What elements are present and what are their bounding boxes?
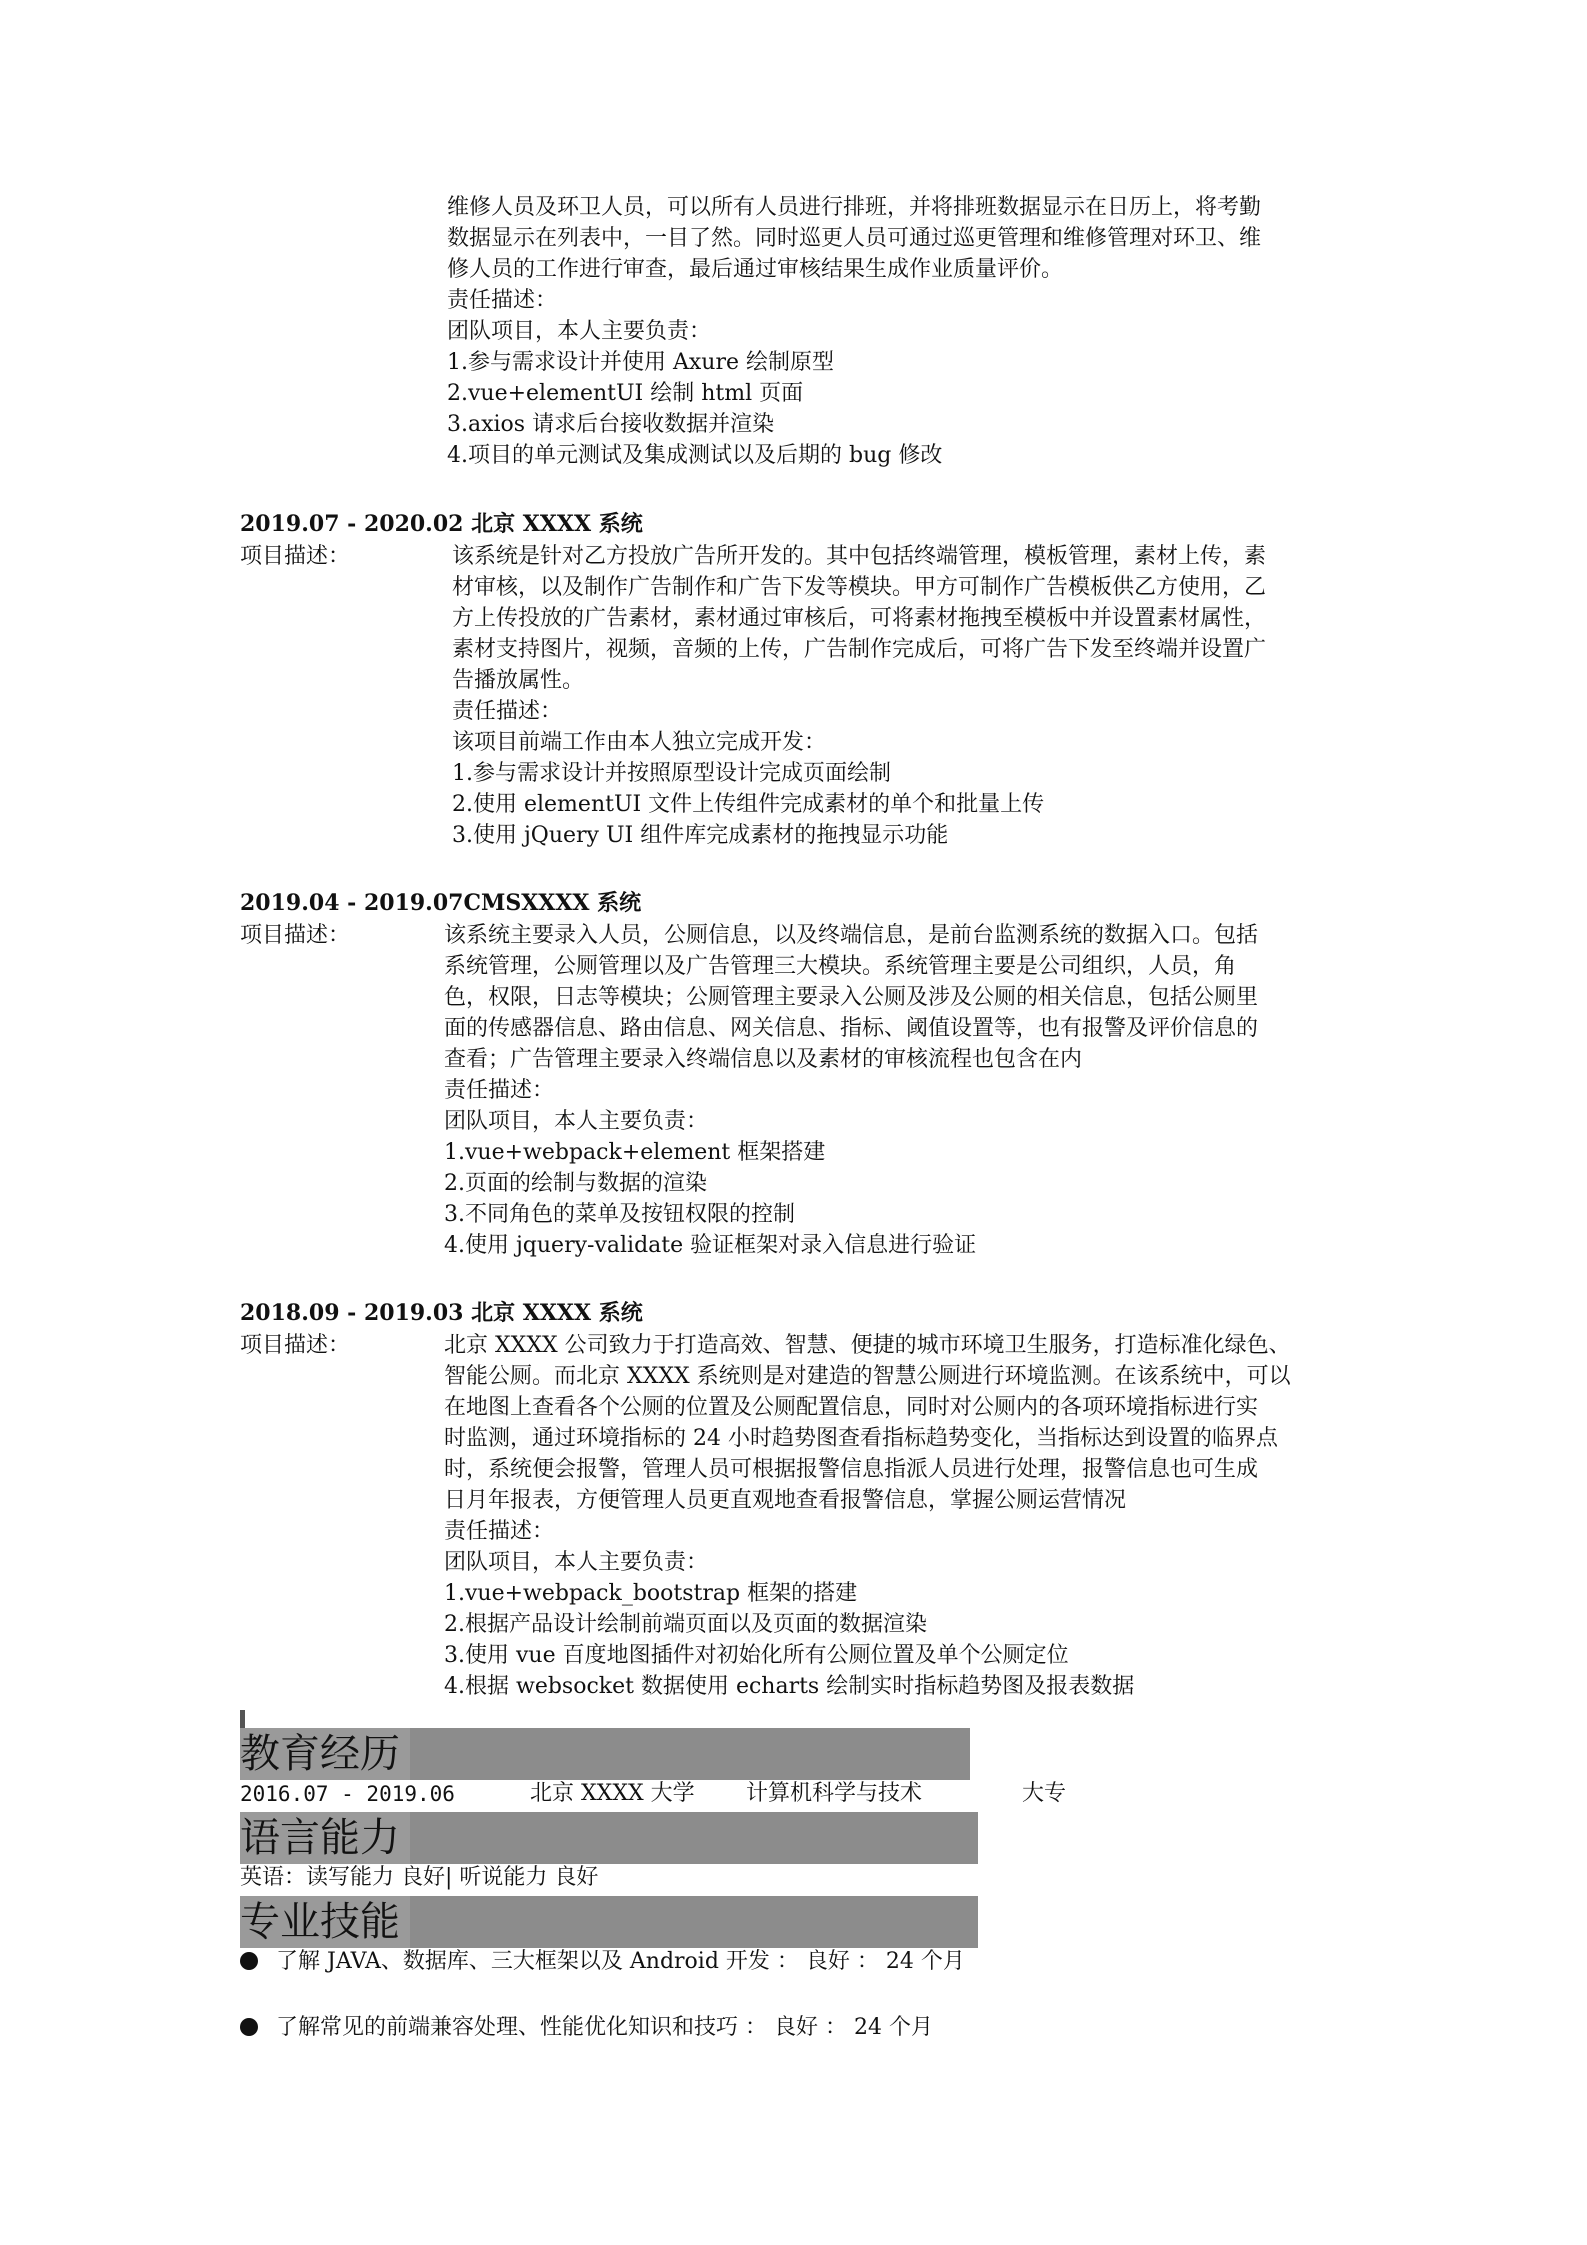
project-line: 2.根据产品设计绘制前端页面以及页面的数据渲染	[444, 1612, 927, 1637]
education-school: 北京 XXXX 大学	[530, 1781, 695, 1806]
project-line: 系统管理，公厕管理以及广告管理三大模块。系统管理主要是公司组织，人员，角	[444, 954, 1237, 979]
intro-line: 团队项目，本人主要负责：	[447, 319, 712, 344]
project-line: 色，权限，日志等模块；公厕管理主要录入公厕及涉及公厕的相关信息，包括公厕里	[444, 985, 1259, 1010]
project-3-title	[240, 1297, 643, 1329]
project-line: 日月年报表，方便管理人员更直观地查看报警信息，掌握公厕运营情况	[444, 1488, 1127, 1513]
project-line: 智能公厕。而北京 XXXX 系统则是对建造的智慧公厕进行环境监测。在该系统中，可以	[444, 1364, 1291, 1389]
intro-line: 2.vue+elementUI 绘制 html 页面	[447, 381, 804, 406]
skills-heading: 专业技能	[240, 1896, 410, 1948]
intro-line: 3.axios 请求后台接收数据并渲染	[447, 412, 775, 437]
project-2-body	[444, 920, 1258, 1261]
intro-line: 数据显示在列表中，一目了然。同时巡更人员可通过巡更管理和维修管理对环卫、维	[447, 226, 1262, 251]
project-line: 查看；广告管理主要录入终端信息以及素材的审核流程也包含在内	[444, 1047, 1083, 1072]
education-major: 计算机科学与技术	[746, 1781, 923, 1806]
education-heading: 教育经历	[240, 1728, 410, 1780]
bullet-icon	[240, 1952, 258, 1970]
project-line: 2.使用 elementUI 文件上传组件完成素材的单个和批量上传	[452, 792, 1045, 817]
education-period: 2016.07 - 2019.06	[240, 1782, 455, 1806]
skill-text: 了解常见的前端兼容处理、性能优化知识和技巧 ： 良好 ： 24 个月	[276, 2015, 933, 2040]
intro-line: 1.参与需求设计并使用 Axure 绘制原型	[447, 350, 834, 375]
project-3-body	[444, 1330, 1291, 1702]
project-line: 1.vue+webpack_bootstrap 框架的搭建	[444, 1581, 858, 1606]
skill-item	[240, 2013, 933, 2043]
project-1-title	[240, 508, 643, 540]
project-line: 时监测，通过环境指标的 24 小时趋势图查看指标趋势变化，当指标达到设置的临界点	[444, 1426, 1278, 1451]
project-desc-label: 项目描述：	[240, 544, 351, 569]
project-desc-label: 项目描述：	[240, 1333, 351, 1358]
project-line: 团队项目，本人主要负责：	[444, 1109, 709, 1134]
project-line: 3.不同角色的菜单及按钮权限的控制	[444, 1202, 795, 1227]
language-text: 英语：读写能力 良好| 听说能力 良好	[240, 1865, 599, 1890]
intro-line: 责任描述：	[447, 288, 558, 313]
project-line: 材审核，以及制作广告制作和广告下发等模块。甲方可制作广告模板供乙方使用，乙	[452, 575, 1267, 600]
project-line: 团队项目，本人主要负责：	[444, 1550, 709, 1575]
bullet-icon	[240, 2018, 258, 2036]
project-line: 3.使用 vue 百度地图插件对初始化所有公厕位置及单个公厕定位	[444, 1643, 1069, 1668]
project-title: 2018.09 - 2019.03 北京 XXXX 系统	[240, 1300, 643, 1326]
project-1-body	[452, 541, 1266, 851]
project-line: 该项目前端工作由本人独立完成开发：	[452, 730, 827, 755]
project-line: 该系统是针对乙方投放广告所开发的。其中包括终端管理，模板管理，素材上传，素	[452, 544, 1267, 569]
project-line: 1.参与需求设计并按照原型设计完成页面绘制	[452, 761, 891, 786]
project-title: 2019.04 - 2019.07CMSXXXX 系统	[240, 890, 642, 916]
intro-line: 修人员的工作进行审查，最后通过审核结果生成作业质量评价。	[447, 257, 1064, 282]
project-line: 4.根据 websocket 数据使用 echarts 绘制实时指标趋势图及报表数据	[444, 1674, 1135, 1699]
project-line: 北京 XXXX 公司致力于打造高效、智慧、便捷的城市环境卫生服务，打造标准化绿色、	[444, 1333, 1291, 1358]
language-heading: 语言能力	[240, 1812, 410, 1864]
project-line: 方上传投放的广告素材，素材通过审核后，可将素材拖拽至模板中并设置素材属性，	[452, 606, 1267, 631]
intro-line: 维修人员及环卫人员，可以所有人员进行排班，并将排班数据显示在日历上，将考勤	[447, 195, 1262, 220]
project-line: 2.页面的绘制与数据的渲染	[444, 1171, 707, 1196]
project-line: 4.使用 jquery-validate 验证框架对录入信息进行验证	[444, 1233, 977, 1258]
project-line: 面的传感器信息、路由信息、网关信息、指标、阈值设置等，也有报警及评价信息的	[444, 1016, 1259, 1041]
skill-item	[240, 1947, 965, 1977]
project-line: 该系统主要录入人员，公厕信息，以及终端信息，是前台监测系统的数据入口。包括	[444, 923, 1259, 948]
project-line: 3.使用 jQuery UI 组件库完成素材的拖拽显示功能	[452, 823, 949, 848]
project-line: 素材支持图片，视频，音频的上传，广告制作完成后，可将广告下发至终端并设置广	[452, 637, 1267, 662]
project-line: 责任描述：	[452, 699, 563, 724]
project-desc-label: 项目描述：	[240, 923, 351, 948]
intro-block	[447, 192, 1261, 471]
education-degree: 大专	[1022, 1781, 1067, 1806]
project-title: 2019.07 - 2020.02 北京 XXXX 系统	[240, 511, 643, 537]
project-2-title	[240, 887, 641, 919]
project-line: 时，系统便会报警，管理人员可根据报警信息指派人员进行处理，报警信息也可生成	[444, 1457, 1259, 1482]
intro-line: 4.项目的单元测试及集成测试以及后期的 bug 修改	[447, 443, 943, 468]
skill-text: 了解 JAVA、数据库、三大框架以及 Android 开发 ： 良好 ： 24 个月	[276, 1949, 965, 1974]
project-line: 1.vue+webpack+element 框架搭建	[444, 1140, 826, 1165]
project-line: 责任描述：	[444, 1519, 555, 1544]
project-line: 在地图上查看各个公厕的位置及公厕配置信息，同时对公厕内的各项环境指标进行实	[444, 1395, 1259, 1420]
project-line: 告播放属性。	[452, 668, 585, 693]
project-line: 责任描述：	[444, 1078, 555, 1103]
